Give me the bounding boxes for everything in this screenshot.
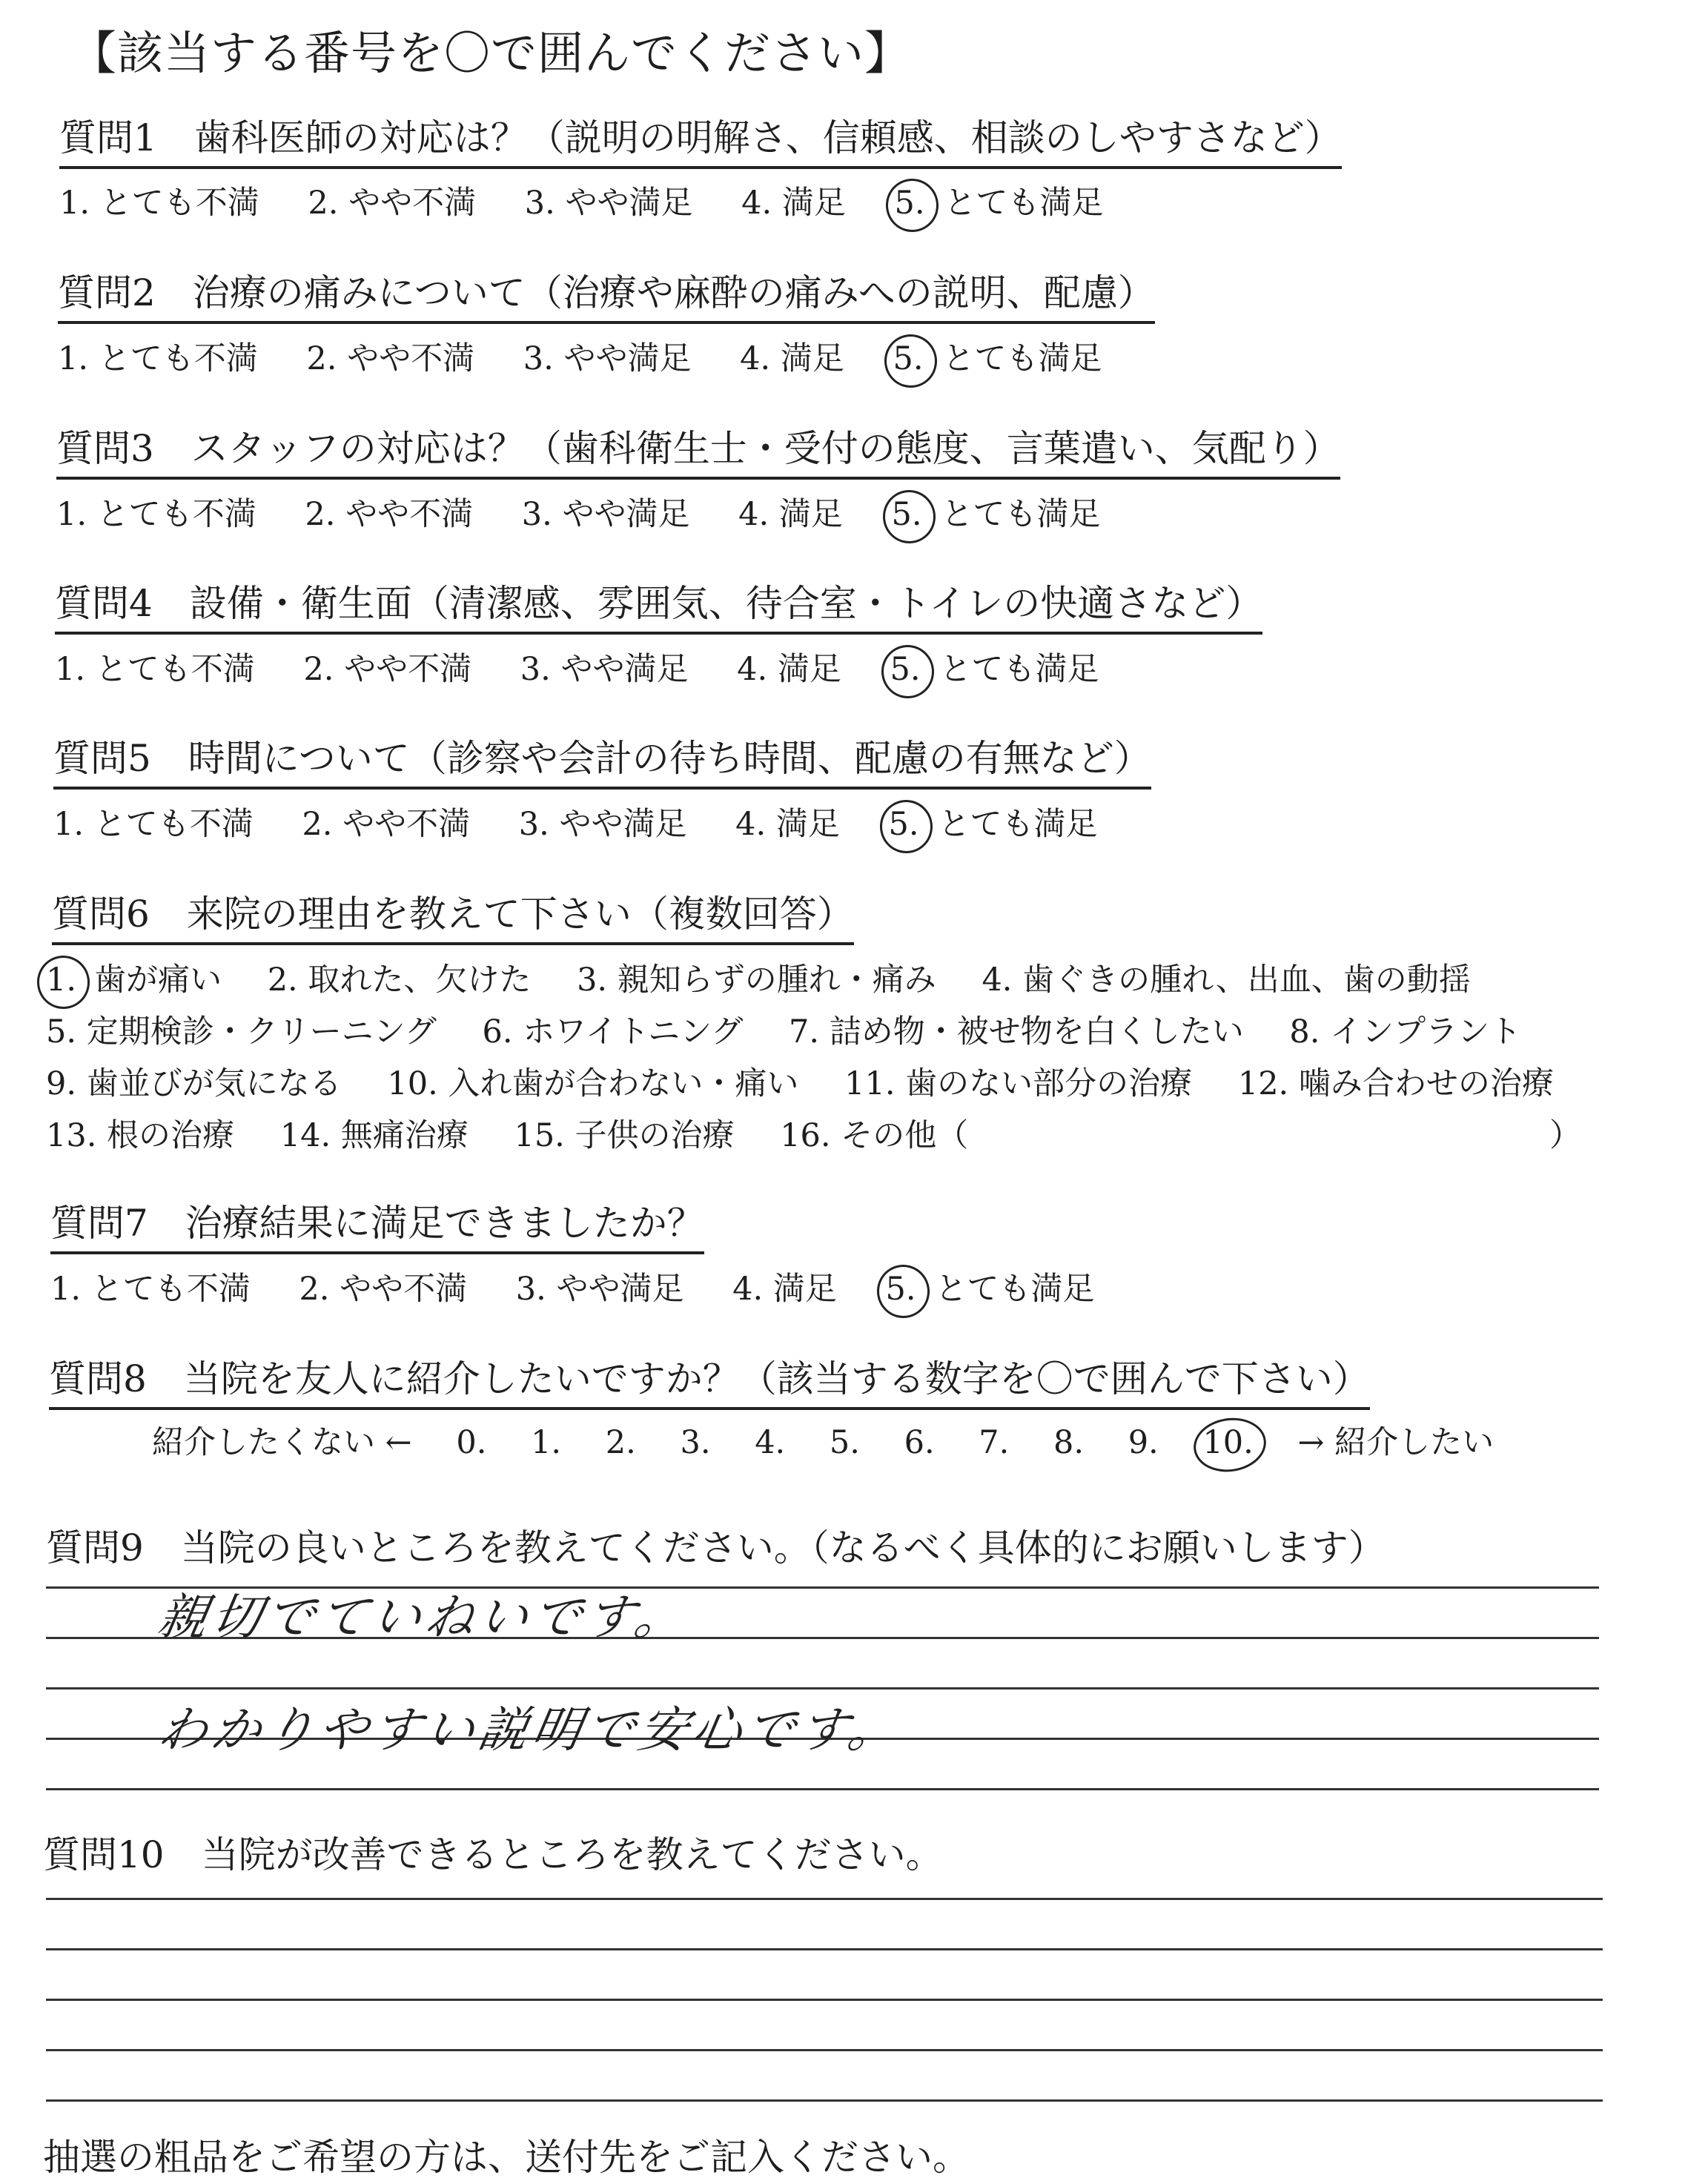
reason-2[interactable]: 2. 取れた、欠けた xyxy=(267,962,532,999)
reason-3[interactable]: 3. 親知らずの腫れ・痛み xyxy=(577,962,936,999)
option-5[interactable] xyxy=(889,806,919,843)
question-7-heading: 質問7 治療結果に満足できましたか？ xyxy=(50,1202,704,1254)
scale-7[interactable]: 7. xyxy=(979,1424,1010,1461)
option-2[interactable]: 2. やや不満 xyxy=(303,651,472,688)
question-1-heading: 質問1 歯科医師の対応は？（説明の明解さ、信頼感、相談のしやすさなど） xyxy=(59,117,1342,169)
scale-left-label: 紹介したくない ← xyxy=(152,1424,412,1461)
selected-answer-circle: 5. xyxy=(885,1271,916,1308)
question-7-options xyxy=(50,1264,1133,1309)
scale-4[interactable]: 4. xyxy=(755,1424,786,1461)
option-1[interactable]: 1. とても不満 xyxy=(53,806,254,843)
option-4[interactable]: 4. 満足 xyxy=(735,806,840,843)
scale-6[interactable]: 6. xyxy=(904,1424,935,1461)
answer-line[interactable] xyxy=(46,1948,1603,1950)
option-1[interactable]: 1. とても不満 xyxy=(50,1271,251,1308)
question-4-options xyxy=(55,644,1138,689)
option-5-label: とても満足 xyxy=(941,496,1101,533)
option-3[interactable]: 3. やや満足 xyxy=(518,806,687,843)
option-5-label: とても満足 xyxy=(944,185,1104,222)
scale-right-label: → 紹介したい xyxy=(1297,1424,1494,1461)
scale-3[interactable]: 3. xyxy=(680,1424,711,1461)
question-3-options xyxy=(56,489,1139,535)
option-1[interactable]: 1. とても不満 xyxy=(55,651,255,688)
reason-1[interactable] xyxy=(46,962,76,999)
scale-0[interactable]: 0. xyxy=(456,1424,487,1461)
question-9-heading: 質問9 当院の良いところを教えてください。（なるべく具体的にお願いします） xyxy=(46,1526,1386,1569)
reason-16-close: ） xyxy=(1549,1117,1581,1154)
handwritten-answer-1: 親切でていねいです。 xyxy=(153,1589,694,1646)
question-5-options xyxy=(53,799,1136,844)
selected-answer-circle: 5. xyxy=(894,185,925,222)
reason-10[interactable]: 10. 入れ歯が合わない・痛い xyxy=(387,1065,799,1102)
option-2[interactable]: 2. やや不満 xyxy=(305,496,474,533)
option-2[interactable]: 2. やや不満 xyxy=(308,185,477,222)
answer-line[interactable] xyxy=(46,1687,1599,1689)
reason-16[interactable]: 16. その他（ xyxy=(780,1117,969,1154)
selected-answer-circle: 1. xyxy=(46,962,77,999)
question-1-options xyxy=(59,178,1142,223)
answer-line[interactable] xyxy=(46,2099,1603,2102)
question-4-heading: 質問4 設備・衛生面（清潔感、雰囲気、待合室・トイレの快適さなど） xyxy=(55,583,1262,635)
option-2[interactable]: 2. やや不満 xyxy=(299,1271,468,1308)
option-4[interactable]: 4. 満足 xyxy=(737,651,841,688)
scale-9[interactable]: 9. xyxy=(1128,1424,1159,1461)
referral-scale xyxy=(152,1417,1528,1463)
scale-5[interactable]: 5. xyxy=(829,1424,860,1461)
question-10-heading: 質問10 当院が改善できるところを教えてください。 xyxy=(43,1833,943,1876)
option-5[interactable] xyxy=(886,1271,916,1308)
option-5[interactable] xyxy=(890,651,921,688)
option-4[interactable]: 4. 満足 xyxy=(738,496,843,533)
selected-answer-circle: 5. xyxy=(888,806,919,843)
question-2-options xyxy=(58,334,1141,379)
reason-7[interactable]: 7. 詰め物・被せ物を白くしたい xyxy=(789,1013,1244,1050)
reason-15[interactable]: 15. 子供の治療 xyxy=(514,1117,735,1154)
option-5-label: とても満足 xyxy=(938,806,1098,843)
reason-14[interactable]: 14. 無痛治療 xyxy=(279,1117,469,1154)
option-3[interactable]: 3. やや満足 xyxy=(515,1271,684,1308)
option-2[interactable]: 2. やや不満 xyxy=(306,340,475,377)
answer-line[interactable] xyxy=(46,1898,1603,1900)
question-2-heading: 質問2 治療の痛みについて（治療や麻酔の痛みへの説明、配慮） xyxy=(58,272,1155,324)
page-title: 【該当する番号を〇で囲んでください】 xyxy=(70,26,912,80)
option-4[interactable]: 4. 満足 xyxy=(740,340,844,377)
option-5[interactable] xyxy=(892,496,922,533)
reason-13[interactable]: 13. 根の治療 xyxy=(46,1117,235,1154)
question-8-heading: 質問8 当院を友人に紹介したいですか？（該当する数字を〇で囲んで下さい） xyxy=(49,1358,1370,1410)
reason-5[interactable]: 5. 定期検診・クリーニング xyxy=(46,1013,437,1050)
answer-line[interactable] xyxy=(46,2049,1603,2051)
answer-line[interactable] xyxy=(46,1999,1603,2001)
option-5[interactable] xyxy=(893,340,924,377)
scale-1[interactable]: 1. xyxy=(531,1424,562,1461)
scale-8[interactable]: 8. xyxy=(1053,1424,1085,1461)
reason-1-label: 歯が痛い xyxy=(94,962,222,999)
question-3-heading: 質問3 スタッフの対応は？（歯科衛生士・受付の態度、言葉遣い、気配り） xyxy=(56,428,1340,480)
selected-answer-circle: 5. xyxy=(891,496,922,533)
question-6-heading: 質問6 来院の理由を教えて下さい（複数回答） xyxy=(52,893,854,945)
question-5-heading: 質問5 時間について（診察や会計の待ち時間、配慮の有無など） xyxy=(53,738,1151,790)
option-1[interactable]: 1. とても不満 xyxy=(58,340,258,377)
scale-10[interactable]: 10. xyxy=(1202,1424,1254,1461)
reason-8[interactable]: 8. インプラント xyxy=(1289,1013,1522,1050)
answer-line[interactable] xyxy=(46,1788,1599,1790)
reason-11[interactable]: 11. 歯のない部分の治療 xyxy=(844,1065,1193,1102)
option-5-label: とても満足 xyxy=(939,651,1099,688)
reason-9[interactable]: 9. 歯並びが気になる xyxy=(46,1065,342,1102)
reason-4[interactable]: 4. 歯ぐきの腫れ、出血、歯の動揺 xyxy=(982,962,1471,999)
reason-6[interactable]: 6. ホワイトニング xyxy=(482,1013,744,1050)
option-2[interactable]: 2. やや不満 xyxy=(302,806,471,843)
option-3[interactable]: 3. やや満足 xyxy=(521,496,690,533)
option-3[interactable]: 3. やや満足 xyxy=(523,340,692,377)
handwritten-answer-2: わかりやすい説明で安心です。 xyxy=(153,1701,907,1758)
option-4[interactable]: 4. 満足 xyxy=(741,185,846,222)
selected-answer-circle: 5. xyxy=(890,651,921,688)
footer-note: 抽選の粗品をご希望の方は、送付先をご記入ください。 xyxy=(43,2136,970,2179)
option-1[interactable]: 1. とても不満 xyxy=(59,185,259,222)
option-4[interactable]: 4. 満足 xyxy=(732,1271,837,1308)
option-5-label: とても満足 xyxy=(942,340,1102,377)
reason-12[interactable]: 12. 噛み合わせの治療 xyxy=(1237,1065,1554,1102)
selected-answer-circle: 5. xyxy=(893,340,924,377)
scale-2[interactable]: 2. xyxy=(605,1424,636,1461)
option-3[interactable]: 3. やや満足 xyxy=(524,185,693,222)
option-5[interactable] xyxy=(895,185,925,222)
option-1[interactable]: 1. とても不満 xyxy=(56,496,256,533)
option-3[interactable]: 3. やや満足 xyxy=(520,651,689,688)
option-5-label: とても満足 xyxy=(935,1271,1095,1308)
